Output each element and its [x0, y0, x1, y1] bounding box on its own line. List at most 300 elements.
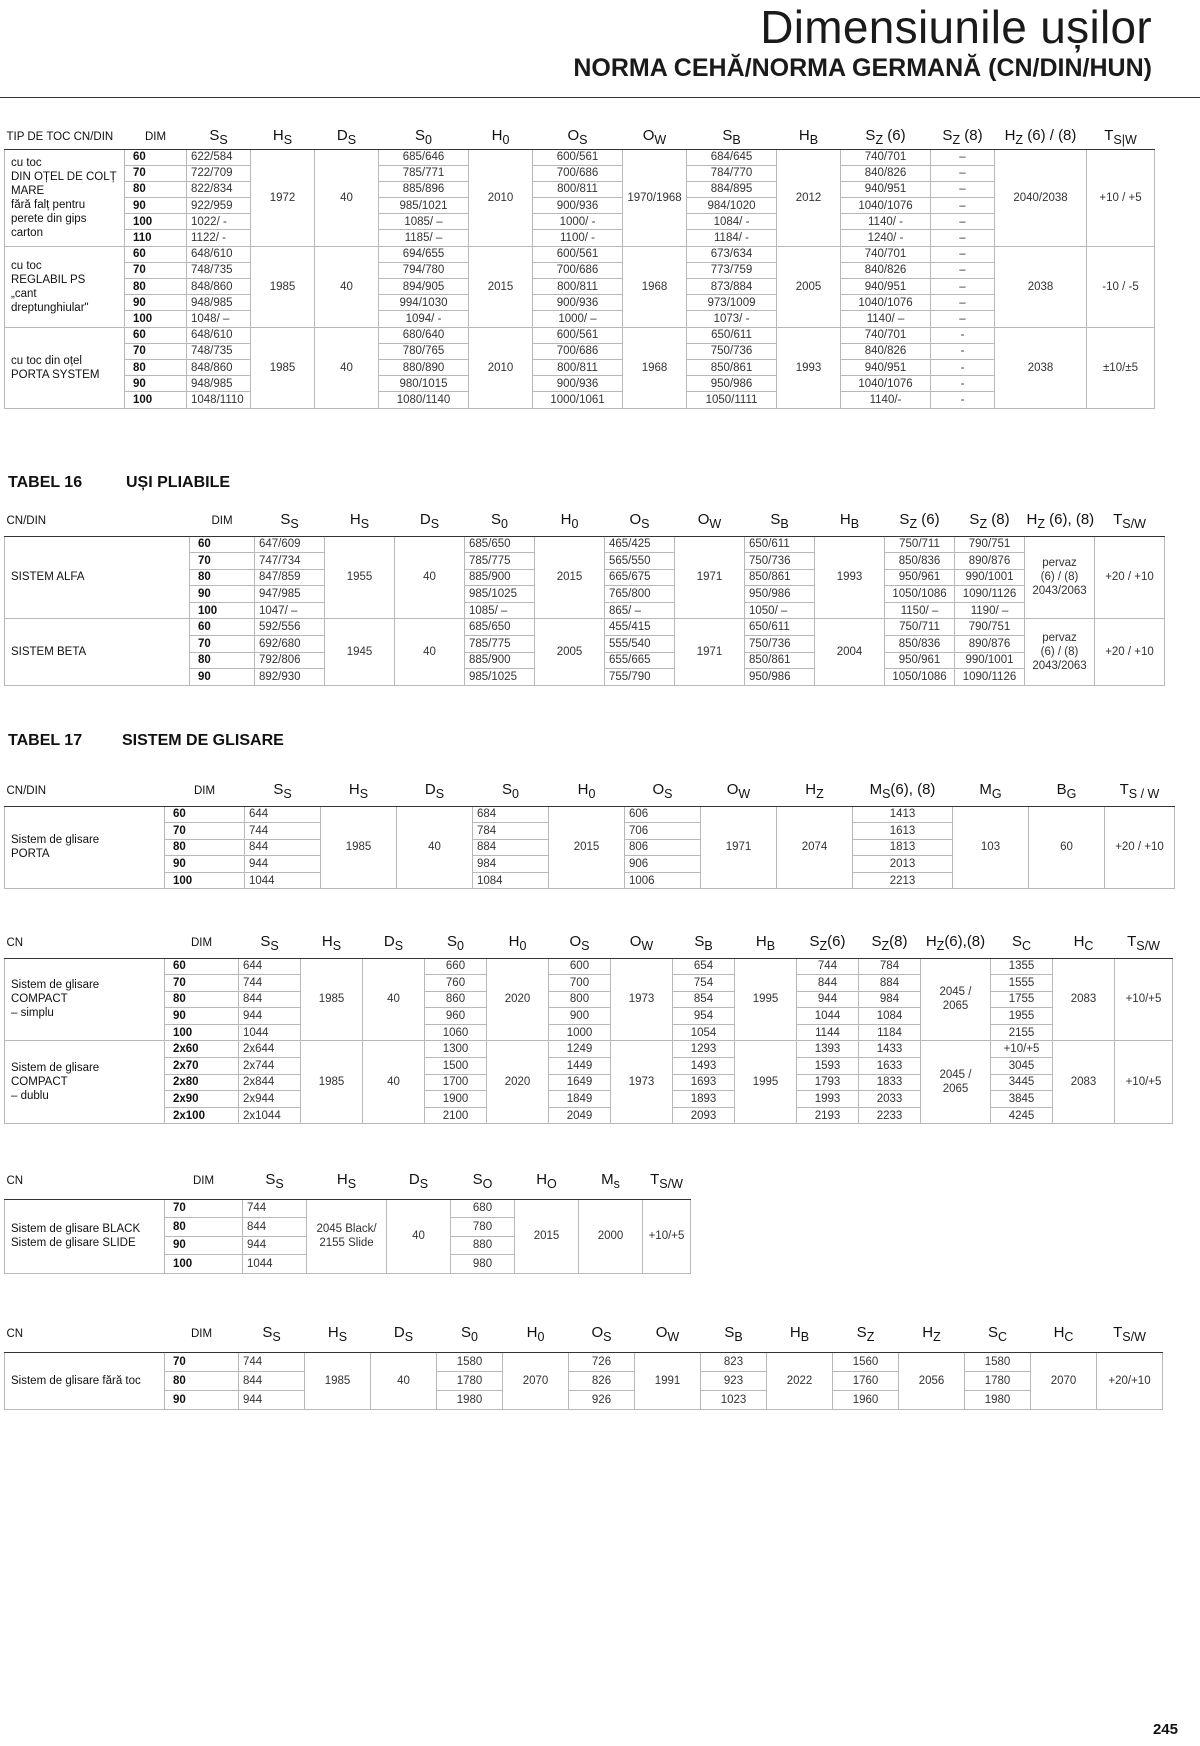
table-row [5, 295, 1155, 311]
table-cell: 692/680 [255, 636, 325, 653]
table-cell: 2038 [995, 327, 1087, 408]
dim-cell: 2x60 [165, 1041, 239, 1058]
column-header: $S_S$ [245, 776, 321, 806]
table-cell: 2020 [487, 1041, 549, 1124]
dim-cell: 90 [125, 198, 187, 214]
table-row [5, 1091, 1173, 1108]
column-header: DIM [165, 928, 239, 958]
dim-cell: 70 [165, 1352, 239, 1371]
table-cell: 748/735 [187, 343, 251, 359]
table-cell: 1793 [797, 1074, 859, 1091]
table-cell: 1048/ – [187, 311, 251, 327]
table-cell: 2015 [515, 1199, 579, 1273]
table-cell: 1780 [437, 1371, 503, 1390]
table-cell: 784 [473, 823, 549, 840]
table-cell: 600 [549, 958, 611, 975]
column-header: $O_W$ [675, 506, 745, 536]
dim-cell: 60 [165, 806, 245, 823]
table-cell: 1649 [549, 1074, 611, 1091]
table-cell: +20/+10 [1097, 1352, 1163, 1409]
door-frame-dimensions-table [4, 125, 1155, 409]
group-label: Sistem de glisare BLACK Sistem de glisare SLIDE [5, 1199, 165, 1273]
table-cell: 1190/ – [955, 602, 1025, 619]
dim-cell: 90 [165, 1008, 239, 1025]
table-cell: 1293 [673, 1041, 735, 1058]
table-cell: 885/896 [379, 181, 469, 197]
table-cell: pervaz (6) / (8) 2043/2063 [1025, 619, 1095, 685]
table-cell: 1493 [673, 1058, 735, 1075]
column-header: $H_B$ [767, 1316, 833, 1352]
table-cell: 700/686 [533, 343, 623, 359]
table-cell: 2045 / 2065 [921, 1041, 991, 1124]
table-cell: 944 [797, 991, 859, 1008]
table-cell: 792/806 [255, 652, 325, 669]
table-cell: 750/736 [687, 343, 777, 359]
table-cell: 1633 [859, 1058, 921, 1075]
table-cell: 1000/ – [533, 311, 623, 327]
column-header: $S_C$ [991, 928, 1053, 958]
column-header: $O_S$ [625, 776, 701, 806]
group-label: Sistem de glisare fără toc [5, 1352, 165, 1409]
column-header: $M_s$ [579, 1163, 643, 1199]
table-cell: 2010 [469, 327, 533, 408]
table-cell: 990/1001 [955, 569, 1025, 586]
table-cell: +10/+5 [1115, 958, 1173, 1041]
table-cell: 722/709 [187, 165, 251, 181]
dim-cell: 80 [125, 359, 187, 375]
table-cell: 784/770 [687, 165, 777, 181]
table-cell: 1991 [635, 1352, 701, 1409]
table-17-title: SISTEM DE GLISARE [122, 732, 284, 749]
table-cell: 1972 [251, 149, 315, 246]
column-header: $S_Z$ (6) [841, 125, 931, 149]
table-row [5, 214, 1155, 230]
table-cell: 950/961 [885, 652, 955, 669]
table-cell: 1955 [325, 536, 395, 619]
table-cell: 973/1009 [687, 295, 777, 311]
dim-cell: 90 [125, 376, 187, 392]
table-cell: 1000/1061 [533, 392, 623, 408]
table-cell: 1973 [611, 1041, 673, 1124]
table-cell: 1122/ - [187, 230, 251, 246]
table-cell: 1433 [859, 1041, 921, 1058]
table-cell: - [931, 359, 995, 375]
table-cell: – [931, 262, 995, 278]
table-17-label: TABEL 17 [8, 732, 83, 749]
table-cell: 2x644 [239, 1041, 301, 1058]
column-header: $H_B$ [815, 506, 885, 536]
column-header: $H_O$ [515, 1163, 579, 1199]
table-cell: 1044 [239, 1024, 301, 1041]
table-cell: 1580 [437, 1352, 503, 1371]
column-header: $H_Z$ (6), (8) [1025, 506, 1095, 536]
table-cell: 700 [549, 975, 611, 992]
table-row [5, 619, 1165, 636]
column-header: DIM [165, 1316, 239, 1352]
table-cell: 744 [245, 823, 321, 840]
table-cell: 2093 [673, 1107, 735, 1124]
table-cell: 1693 [673, 1074, 735, 1091]
table-cell: 900/936 [533, 376, 623, 392]
dim-cell: 60 [125, 327, 187, 343]
table-cell: 654 [673, 958, 735, 975]
table-cell: 1970/1968 [623, 149, 687, 246]
column-header: $O_W$ [635, 1316, 701, 1352]
table-cell: 990/1001 [955, 652, 1025, 669]
table-cell: 2x1044 [239, 1107, 301, 1124]
table-cell: 806 [625, 839, 701, 856]
column-header: CN [5, 1316, 165, 1352]
table-cell: 1184 [859, 1024, 921, 1041]
column-header: $H_C$ [1053, 928, 1115, 958]
table-cell: 944 [239, 1390, 305, 1409]
column-header: $S_Z$ (8) [955, 506, 1025, 536]
table-cell: 826 [569, 1371, 635, 1390]
table-cell: 648/610 [187, 327, 251, 343]
table-cell: 844 [239, 991, 301, 1008]
dim-cell: 100 [165, 1255, 243, 1274]
table-cell: 684/645 [687, 149, 777, 165]
table-cell: 1050/1086 [885, 586, 955, 603]
table-cell: 850/861 [745, 652, 815, 669]
table-cell: 744 [797, 958, 859, 975]
table-cell: 2000 [579, 1199, 643, 1273]
table-cell: 2083 [1053, 958, 1115, 1041]
column-header: $S_0$ [379, 125, 469, 149]
dim-cell: 80 [165, 1371, 239, 1390]
table-cell: 465/425 [605, 536, 675, 553]
column-header: $S_0$ [437, 1316, 503, 1352]
table-cell: 1971 [701, 806, 777, 889]
column-header: CN [5, 928, 165, 958]
column-header: $D_S$ [387, 1163, 451, 1199]
table-cell: 2015 [549, 806, 625, 889]
table-row [5, 230, 1155, 246]
table-cell: 2033 [859, 1091, 921, 1108]
table-cell: 1022/ - [187, 214, 251, 230]
table-cell: 1050/1111 [687, 392, 777, 408]
sliding-black-slide-table [4, 1163, 691, 1274]
table-cell: 684 [473, 806, 549, 823]
table-cell: - [931, 392, 995, 408]
table-cell: 954 [673, 1008, 735, 1025]
table-cell: 755/790 [605, 669, 675, 686]
dim-cell: 60 [190, 619, 255, 636]
table-cell: 892/930 [255, 669, 325, 686]
table-cell: 1073/ - [687, 311, 777, 327]
table-cell: – [931, 279, 995, 295]
sliding-compact-table [4, 928, 1173, 1124]
table-16-label: TABEL 16 [8, 474, 83, 491]
table-cell: 40 [371, 1352, 437, 1409]
table-cell: 2x744 [239, 1058, 301, 1075]
column-header: $H_Z$ [777, 776, 853, 806]
column-header: $O_W$ [701, 776, 777, 806]
table-cell: 3045 [991, 1058, 1053, 1075]
table-row [5, 1199, 691, 1218]
table-cell: 865/ – [605, 602, 675, 619]
table-cell: 2013 [853, 856, 953, 873]
column-header: $H_S$ [251, 125, 315, 149]
dim-cell: 60 [125, 246, 187, 262]
column-header: $S_Z$ (8) [931, 125, 995, 149]
column-header: $S_O$ [451, 1163, 515, 1199]
table-cell: 644 [245, 806, 321, 823]
table-cell: 740/701 [841, 149, 931, 165]
dim-cell: 70 [165, 823, 245, 840]
sliding-no-frame-table [4, 1316, 1163, 1410]
table-cell: 1355 [991, 958, 1053, 975]
table-cell: 1833 [859, 1074, 921, 1091]
table-cell: 1980 [965, 1390, 1031, 1409]
table-row [5, 376, 1155, 392]
dim-cell: 90 [165, 1236, 243, 1255]
dim-cell: 70 [165, 1199, 243, 1218]
table-cell: 1945 [325, 619, 395, 685]
table-cell: 1023 [701, 1390, 767, 1409]
column-header: $O_W$ [623, 125, 687, 149]
column-header: TIP DE TOC CN/DIN [5, 125, 125, 149]
table-cell: 1993 [815, 536, 885, 619]
table-cell: 1048/1110 [187, 392, 251, 408]
table-cell: 726 [569, 1352, 635, 1371]
table-row [5, 1107, 1173, 1124]
table-cell: 950/986 [687, 376, 777, 392]
table-cell: 2015 [469, 246, 533, 327]
table-cell: – [931, 230, 995, 246]
table-cell: 1849 [549, 1091, 611, 1108]
group-label: Sistem de glisare PORTA [5, 806, 165, 889]
table-cell: +10/+5 [1115, 1041, 1173, 1124]
table-cell: 1971 [675, 536, 745, 619]
table-cell: 2056 [899, 1352, 965, 1409]
table-cell: 2040/2038 [995, 149, 1087, 246]
table-cell: 984 [473, 856, 549, 873]
table-cell: 1993 [797, 1091, 859, 1108]
table-row [5, 536, 1165, 553]
table-cell: 1985 [305, 1352, 371, 1409]
table-cell: 1140/ - [841, 214, 931, 230]
table-row [5, 198, 1155, 214]
group-label: cu toc DIN OȚEL DE COLȚ MARE fără falț pentru perete din gips carton [5, 149, 125, 246]
column-header: $H_0$ [503, 1316, 569, 1352]
table-cell: 1973 [611, 958, 673, 1041]
column-header: $S_B$ [745, 506, 815, 536]
dim-cell: 60 [190, 536, 255, 553]
table-cell: 40 [315, 246, 379, 327]
table-cell: 565/550 [605, 553, 675, 570]
column-header: DIM [190, 506, 255, 536]
column-header: $D_S$ [315, 125, 379, 149]
table-cell: 822/834 [187, 181, 251, 197]
table-cell: 1760 [833, 1371, 899, 1390]
table-cell: 680 [451, 1199, 515, 1218]
group-label: cu toc din oțel PORTA SYSTEM [5, 327, 125, 408]
table-cell: 622/584 [187, 149, 251, 165]
dim-cell: 70 [125, 165, 187, 181]
column-header: DIM [165, 776, 245, 806]
table-cell: 644 [239, 958, 301, 975]
table-cell: 40 [363, 958, 425, 1041]
table-cell: 706 [625, 823, 701, 840]
table-cell: 740/701 [841, 327, 931, 343]
table-cell: – [931, 295, 995, 311]
table-row [5, 1390, 1163, 1409]
table-cell: 844 [239, 1371, 305, 1390]
table-cell: 2070 [503, 1352, 569, 1409]
table-cell: 940/951 [841, 181, 931, 197]
table-row [5, 181, 1155, 197]
table-cell: 1995 [735, 958, 797, 1041]
table-cell: 1150/ – [885, 602, 955, 619]
table-cell: 673/634 [687, 246, 777, 262]
dim-cell: 60 [165, 958, 239, 975]
column-header: $S_0$ [465, 506, 535, 536]
table-row [5, 165, 1155, 181]
table-cell: +10/+5 [643, 1199, 691, 1273]
column-header: $H_S$ [301, 928, 363, 958]
column-header: $H_Z$ (6) / (8) [995, 125, 1087, 149]
table-cell: 40 [395, 619, 465, 685]
column-header: $S_Z(8)$ [859, 928, 921, 958]
table-cell: 790/751 [955, 536, 1025, 553]
dim-cell: 110 [125, 230, 187, 246]
table-cell: 2213 [853, 872, 953, 889]
table-cell: 2045 / 2065 [921, 958, 991, 1041]
table-cell: +10/+5 [991, 1041, 1053, 1058]
table-cell: 1955 [991, 1008, 1053, 1025]
table-row [5, 327, 1155, 343]
table-cell: 680/640 [379, 327, 469, 343]
table-cell: 844 [243, 1218, 307, 1237]
table-row [5, 279, 1155, 295]
column-header: $O_S$ [533, 125, 623, 149]
table-cell: 40 [363, 1041, 425, 1124]
table-cell: 844 [245, 839, 321, 856]
table-cell: 922/959 [187, 198, 251, 214]
table-cell: 926 [569, 1390, 635, 1409]
table-cell: 747/734 [255, 553, 325, 570]
table-cell: 1613 [853, 823, 953, 840]
table-cell: 1050/1086 [885, 669, 955, 686]
table-cell: 800/811 [533, 181, 623, 197]
dim-cell: 60 [125, 149, 187, 165]
table-cell: 950/986 [745, 669, 815, 686]
table-cell: 2022 [767, 1352, 833, 1409]
dim-cell: 100 [125, 392, 187, 408]
group-label: Sistem de glisare COMPACT – dublu [5, 1041, 165, 1124]
table-cell: 1140/ – [841, 311, 931, 327]
dim-cell: 90 [165, 856, 245, 873]
dim-cell: 2x100 [165, 1107, 239, 1124]
table-cell: 600/561 [533, 149, 623, 165]
column-header: $S_S$ [243, 1163, 307, 1199]
table-cell: 744 [239, 1352, 305, 1371]
table-cell: – [931, 246, 995, 262]
dim-cell: 80 [125, 279, 187, 295]
table-cell: – [931, 198, 995, 214]
column-header: $H_C$ [1031, 1316, 1097, 1352]
table-cell: 1060 [425, 1024, 487, 1041]
table-cell: pervaz (6) / (8) 2043/2063 [1025, 536, 1095, 619]
table-cell: 3845 [991, 1091, 1053, 1108]
table-row [5, 1058, 1173, 1075]
sliding-porta-table [4, 776, 1175, 889]
column-header: $S_Z(6)$ [797, 928, 859, 958]
table-cell: 1985 [251, 246, 315, 327]
table-cell: 1090/1126 [955, 669, 1025, 686]
table-cell: - [931, 343, 995, 359]
table-cell: 1050/ – [745, 602, 815, 619]
column-header: CN/DIN [5, 776, 165, 806]
table-cell: 606 [625, 806, 701, 823]
dim-cell: 90 [190, 586, 255, 603]
table-cell: 1555 [991, 975, 1053, 992]
page-subtitle: NORMA CEHĂ/NORMA GERMANĂ (CN/DIN/HUN) [573, 54, 1152, 82]
column-header: $S_0$ [473, 776, 549, 806]
table-cell: 1040/1076 [841, 376, 931, 392]
table-cell: 950/961 [885, 569, 955, 586]
dim-cell: 100 [190, 602, 255, 619]
table-cell: 744 [239, 975, 301, 992]
column-header: $H_0$ [535, 506, 605, 536]
table-cell: 1780 [965, 1371, 1031, 1390]
table-cell: 773/759 [687, 262, 777, 278]
column-header: $S_B$ [701, 1316, 767, 1352]
table-cell: 1813 [853, 839, 953, 856]
table-cell: 860 [425, 991, 487, 1008]
table-cell: 1040/1076 [841, 198, 931, 214]
table-cell: 750/736 [745, 553, 815, 570]
dim-cell: 2x90 [165, 1091, 239, 1108]
table-cell: 685/646 [379, 149, 469, 165]
table-cell: 2038 [995, 246, 1087, 327]
table-cell: 800/811 [533, 359, 623, 375]
table-cell: 1700 [425, 1074, 487, 1091]
dim-cell: 70 [165, 975, 239, 992]
table-cell: 648/610 [187, 246, 251, 262]
table-16-title: UȘI PLIABILE [126, 474, 231, 491]
table-cell: 1300 [425, 1041, 487, 1058]
table-cell: 1985 [301, 1041, 363, 1124]
table-row [5, 311, 1155, 327]
table-cell: 1090/1126 [955, 586, 1025, 603]
column-header: $T_{S/W}$ [1115, 928, 1173, 958]
table-cell: 885/900 [465, 569, 535, 586]
table-cell: 1044 [243, 1255, 307, 1274]
table-cell: 650/611 [745, 536, 815, 553]
table-cell: 3445 [991, 1074, 1053, 1091]
table-cell: 592/556 [255, 619, 325, 636]
column-header: $O_S$ [605, 506, 675, 536]
table-cell: 985/1025 [465, 669, 535, 686]
table-row [5, 246, 1155, 262]
table-cell: 2020 [487, 958, 549, 1041]
table-row [5, 1074, 1173, 1091]
dim-cell: 2x80 [165, 1074, 239, 1091]
column-header: $D_S$ [371, 1316, 437, 1352]
table-cell: 940/951 [841, 279, 931, 295]
table-cell: 748/735 [187, 262, 251, 278]
table-cell: 1560 [833, 1352, 899, 1371]
column-header: $S_B$ [673, 928, 735, 958]
table-cell: 823 [701, 1352, 767, 1371]
table-cell: 854 [673, 991, 735, 1008]
table-cell: 1985 [321, 806, 397, 889]
table-cell: 994/1030 [379, 295, 469, 311]
table-cell: 1144 [797, 1024, 859, 1041]
column-header: $S_S$ [187, 125, 251, 149]
